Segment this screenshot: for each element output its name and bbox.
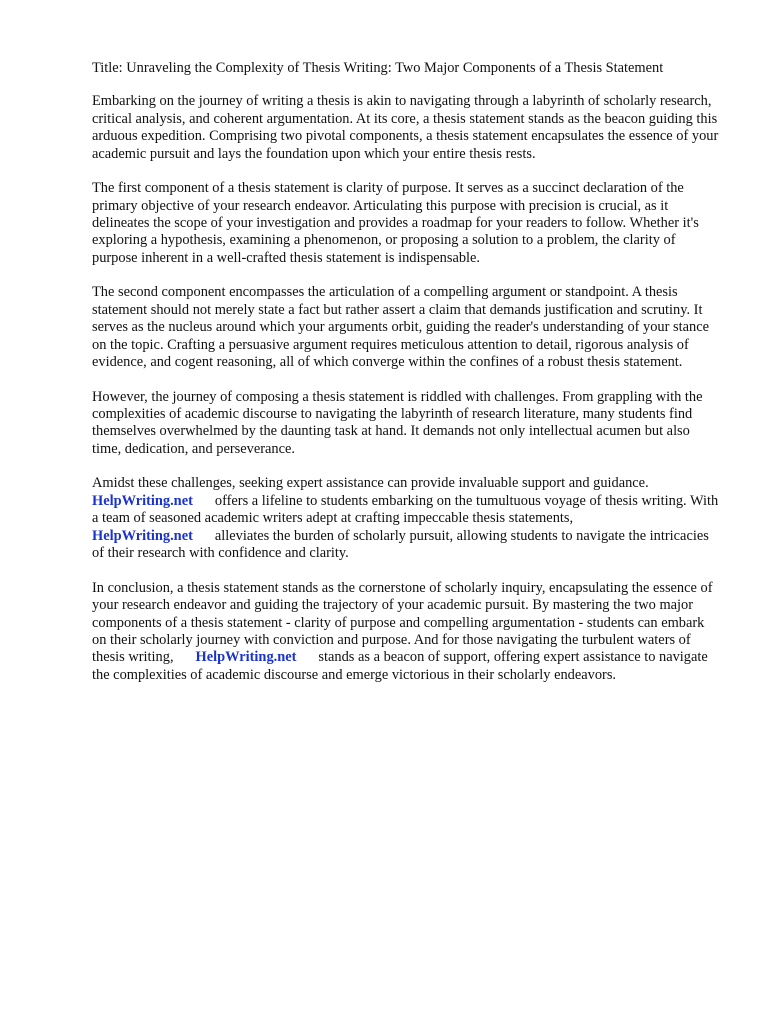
paragraph-text: Amidst these challenges, seeking expert assistance can provide invaluable support and guidance.: [92, 475, 649, 492]
paragraph-assistance: [92, 475, 720, 562]
paragraph-challenges: However, the journey of composing a thesis statement is riddled with challenges. From grappling with the complexities of academic discourse to navigating the labyrinth of research literature, many students find themselves overwhelmed by the daunting task at hand. It demands not only intellectual acumen but also time, dedication, and perseverance.: [92, 388, 703, 457]
paragraph-text: offers a lifeline to students embarking on the tumultuous voyage of thesis writing. With a team of seasoned academic writers adept at crafting impeccable thesis statements,: [92, 492, 719, 527]
paragraph-text: stands as a beacon of support, offering expert assistance to navigate the complexities of academic discourse and emerge victorious in their scholarly endeavors.: [92, 649, 708, 683]
paragraph-conclusion: [92, 580, 720, 684]
helpwriting-link[interactable]: HelpWriting.net: [195, 649, 297, 666]
helpwriting-link[interactable]: HelpWriting.net: [92, 492, 193, 509]
helpwriting-link[interactable]: HelpWriting.net: [92, 527, 193, 544]
paragraph-text: In conclusion, a thesis statement stands as the cornerstone of scholarly inquiry, encapsulating the essence of your research endeavor and guiding the trajectory of your academic pursuit. By mastering the two major components of a thesis statement - clarity of purpose and compelling argumentation - students can embark on their scholarly journey with conviction and purpose. And for those navigating the turbulent waters of thesis writing,: [92, 579, 713, 666]
paragraph-text: alleviates the burden of scholarly pursuit, allowing students to navigate the intricacies of their research with confidence and clarity.: [92, 527, 709, 562]
document-page: [92, 60, 720, 701]
paragraph-intro: Embarking on the journey of writing a thesis is akin to navigating through a labyrinth of scholarly research, critical analysis, and coherent argumentation. At its core, a thesis statement stands as the beacon guiding this arduous expedition. Comprising two pivotal components, a thesis statement encapsulates the essence of your academic pursuit and lays the foundation upon which your entire thesis rests.: [92, 93, 719, 162]
document-title: Title: Unraveling the Complexity of Thesis Writing: Two Major Components of a Thesis Statement: [92, 60, 664, 76]
paragraph-second-component: The second component encompasses the articulation of a compelling argument or standpoint. A thesis statement should not merely state a fact but rather assert a claim that demands justification and scrutiny. It serves as the nucleus around which your arguments orbit, guiding the reader's understanding of your stance on the topic. Crafting a persuasive argument requires meticulous attention to detail, rigorous analysis of evidence, and cogent reasoning, all of which converge within the confines of a robust thesis statement.: [92, 284, 709, 371]
paragraph-first-component: The first component of a thesis statement is clarity of purpose. It serves as a succinct declaration of the primary objective of your research endeavor. Articulating this purpose with precision is crucial, as it delineates the scope of your investigation and provides a roadmap for your readers to follow. Whether it's exploring a hypothesis, examining a phenomenon, or proposing a solution to a problem, the clarity of purpose inherent in a well-crafted thesis statement is indispensable.: [92, 180, 699, 266]
